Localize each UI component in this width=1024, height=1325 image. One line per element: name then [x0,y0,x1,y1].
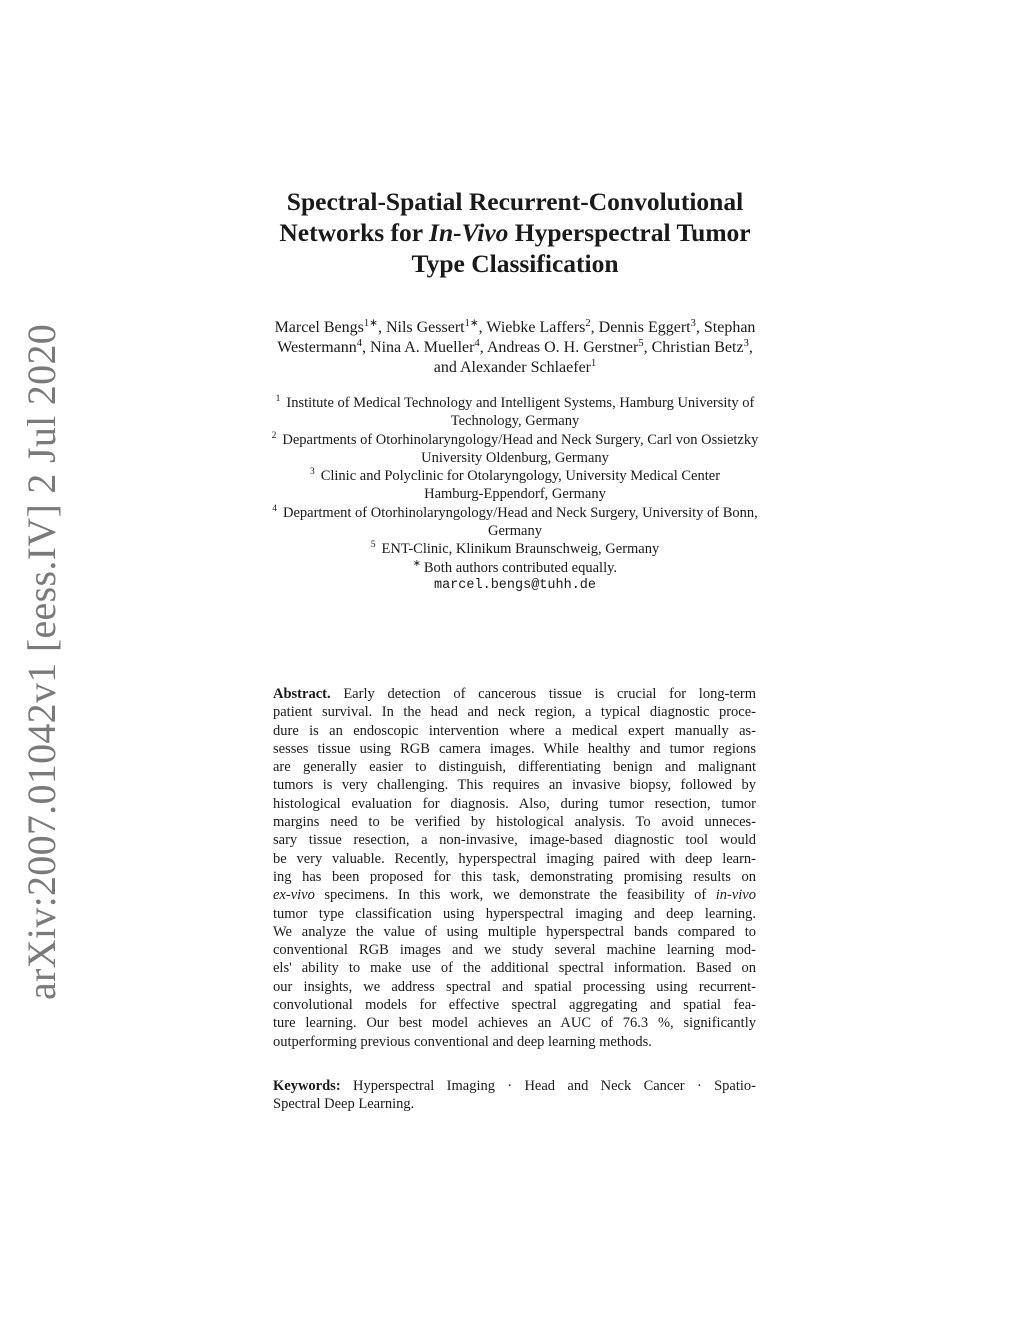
affiliation-1-cont: Technology, Germany [450,413,580,430]
affiliation-2: $^2$ Departments of Otorhinolaryngology/Head and Neck Surgery, Carl von Ossietzky [271,430,759,448]
keywords-line: Spectral Deep Learning. [273,1096,415,1113]
affiliation-2-cont: University Oldenburg, Germany [421,449,609,466]
affiliation-3: $^3$ Clinic and Polyclinic for Otolaryngology, University Medical Center [309,467,721,485]
contact-email[interactable]: marcel.bengs@tuhh.de [433,577,597,593]
affiliation-1: $^1$ Institute of Medical Technology and Intelligent Systems, Hamburg University of [275,394,755,411]
abstract-line: patient survival. In the head and neck region, a typical diagnostic proce- [273,704,756,721]
abstract-line: tumor type classification using hyperspectral imaging and deep learning. [273,905,756,922]
abstract-line: our insights, we address spectral and spatial processing using recurrent- [273,978,756,995]
keywords [273,1077,756,1114]
affiliation-4-cont: Germany [488,523,542,540]
author-list [170,318,860,378]
arxiv-identifier-stamp: arXiv:2007.01042v1 [eess.IV] 2 Jul 2020 [19,323,64,1000]
abstract-line: ture learning. Our best model achieves an AUC of 76.3 %, significantly [273,1015,756,1032]
title-line-1: Spectral-Spatial Recurrent-Convolutional [286,187,744,216]
abstract-line: outperforming previous conventional and deep learning methods. [273,1033,652,1050]
abstract-line: dure is an endoscopic intervention where a medical expert manually as- [273,722,756,739]
abstract-line: els' ability to make use of the additional spectral information. Based on [273,960,756,977]
title-line-3: Type Classification [411,249,619,278]
abstract-line: We analyze the value of using multiple hyperspectral bands compared to [273,923,756,940]
equal-contribution-note: ∗ Both authors contributed equally. [412,558,618,576]
title-line-2: Networks for In-Vivo Hyperspectral Tumor [279,218,751,247]
author-line-1: Marcel Bengs$^{1∗}$, Nils Gessert$^{1∗}$, Wiebke Laffers$^2$, Dennis Eggert$^3$, Stephan [274,318,756,336]
affiliation-3-cont: Hamburg-Eppendorf, Germany [424,486,606,503]
abstract-line: be very valuable. Recently, hyperspectral imaging paired with deep learn- [273,850,756,867]
abstract-line: sary tissue resection, a non-invasive, image-based diagnostic tool would [273,832,756,849]
keywords-line: Keywords: Hyperspectral Imaging · Head and Neck Cancer · Spatio- [273,1078,756,1094]
author-line-3: and Alexander Schlaefer$^1$ [433,358,597,376]
abstract-line: convolutional models for effective spectral aggregating and spatial fea- [273,997,756,1014]
abstract-line: ing has been proposed for this task, demonstrating promising results on [273,868,756,885]
abstract-label: Abstract. [273,686,331,702]
abstract-line: are generally easier to distinguish, differentiating benign and malignant [273,759,756,776]
abstract-line: sesses tissue using RGB camera images. While healthy and tumor regions [273,740,756,757]
abstract-line: Abstract. Early detection of cancerous tissue is crucial for long-term [273,686,756,702]
affiliation-4: $^4$ Department of Otorhinolaryngology/Head and Neck Surgery, University of Bonn, [272,503,758,521]
title-emphasis: In-Vivo [429,218,509,247]
author-line-2: Westermann$^4$, Nina A. Mueller$^4$, Andreas O. H. Gerstner$^5$, Christian Betz$^3$, [277,338,753,356]
paper-title [170,186,860,279]
abstract [273,685,756,1051]
keywords-label: Keywords: [273,1078,341,1094]
abstract-line: histological evaluation for diagnosis. Also, during tumor resection, tumor [273,795,756,812]
abstract-line: ex-vivo specimens. In this work, we demonstrate the feasibility of in-vivo [273,887,756,904]
affiliation-5: $^5$ ENT-Clinic, Klinikum Braunschweig, Germany [370,540,660,558]
abstract-line: conventional RGB images and we study several machine learning mod- [273,942,756,959]
affiliation-list [170,394,860,595]
abstract-line: tumors is very challenging. This requires an invasive biopsy, followed by [273,777,756,794]
abstract-line: margins need to be verified by histological analysis. To avoid unneces- [273,814,756,831]
